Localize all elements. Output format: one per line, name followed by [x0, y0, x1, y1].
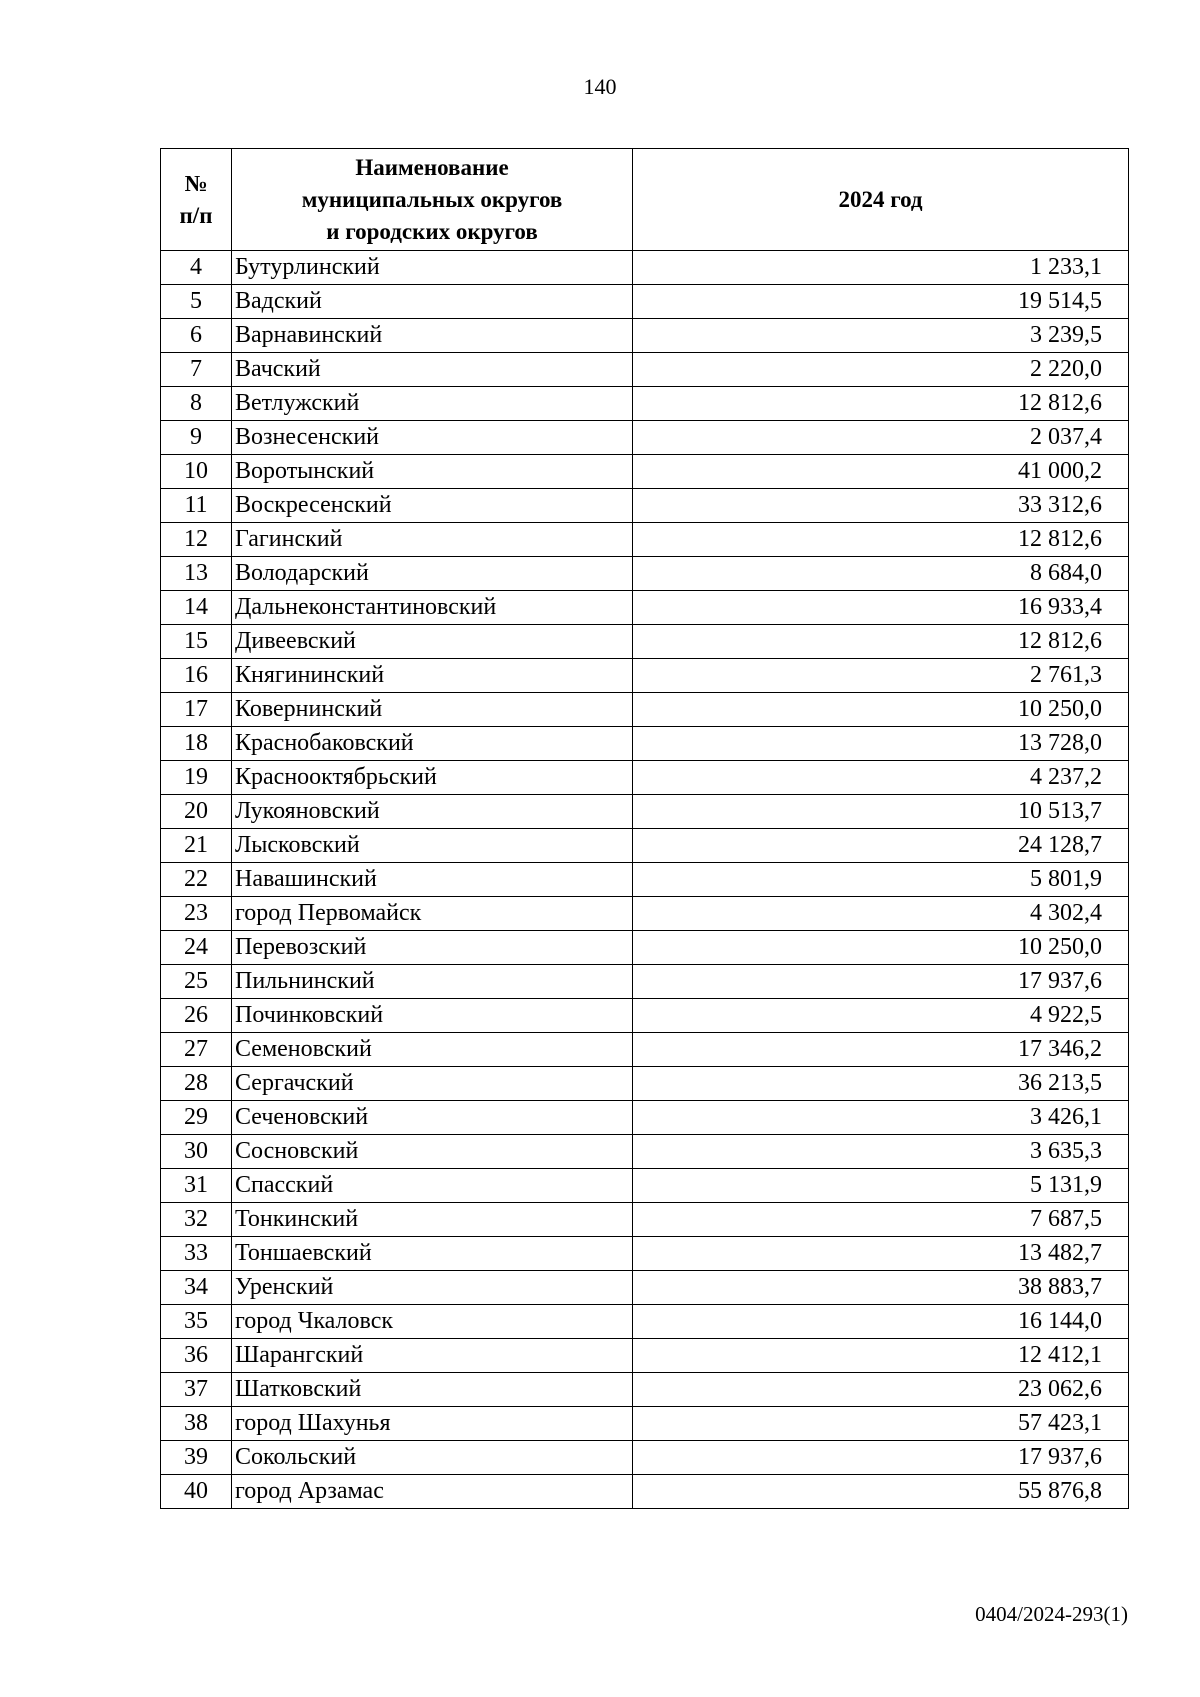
row-number-cell: 14	[161, 591, 232, 625]
header-year-2024	[633, 149, 1129, 251]
table-row	[161, 965, 1129, 999]
district-name-cell: Краснооктябрьский	[232, 761, 633, 795]
district-name-cell: Спасский	[232, 1169, 633, 1203]
table-row	[161, 319, 1129, 353]
table-row	[161, 829, 1129, 863]
value-2024-cell: 8 684,0	[633, 557, 1129, 591]
table-row	[161, 1305, 1129, 1339]
value-2024-cell: 12 812,6	[633, 625, 1129, 659]
district-name-cell: город Шахунья	[232, 1407, 633, 1441]
row-number-cell: 30	[161, 1135, 232, 1169]
row-number-cell: 33	[161, 1237, 232, 1271]
value-2024-cell: 55 876,8	[633, 1475, 1129, 1509]
row-number-cell: 12	[161, 523, 232, 557]
row-number-cell: 19	[161, 761, 232, 795]
district-name-cell: Гагинский	[232, 523, 633, 557]
district-name-cell: Варнавинский	[232, 319, 633, 353]
value-2024-cell: 4 237,2	[633, 761, 1129, 795]
value-2024-cell: 1 233,1	[633, 251, 1129, 285]
municipal-districts-table	[160, 148, 1129, 1509]
value-2024-cell: 16 144,0	[633, 1305, 1129, 1339]
table-row	[161, 897, 1129, 931]
value-2024-cell: 17 937,6	[633, 1441, 1129, 1475]
table-body	[161, 251, 1129, 1509]
table-row	[161, 1373, 1129, 1407]
table-row	[161, 557, 1129, 591]
row-number-cell: 22	[161, 863, 232, 897]
row-number-cell: 10	[161, 455, 232, 489]
district-name-cell: Навашинский	[232, 863, 633, 897]
value-2024-cell: 2 037,4	[633, 421, 1129, 455]
row-number-cell: 9	[161, 421, 232, 455]
district-name-cell: город Арзамас	[232, 1475, 633, 1509]
district-name-cell: Володарский	[232, 557, 633, 591]
table-row	[161, 693, 1129, 727]
header-year-2024-text: 2024 год	[838, 186, 923, 212]
value-2024-cell: 4 302,4	[633, 897, 1129, 931]
table-row	[161, 625, 1129, 659]
row-number-cell: 27	[161, 1033, 232, 1067]
district-name-cell: Княгининский	[232, 659, 633, 693]
district-name-cell: Воротынский	[232, 455, 633, 489]
value-2024-cell: 7 687,5	[633, 1203, 1129, 1237]
district-name-cell: Шарангский	[232, 1339, 633, 1373]
row-number-cell: 15	[161, 625, 232, 659]
table-row	[161, 387, 1129, 421]
district-name-cell: Сеченовский	[232, 1101, 633, 1135]
row-number-cell: 20	[161, 795, 232, 829]
table-row	[161, 1339, 1129, 1373]
row-number-cell: 21	[161, 829, 232, 863]
district-name-cell: Тоншаевский	[232, 1237, 633, 1271]
row-number-cell: 37	[161, 1373, 232, 1407]
district-name-cell: Краснобаковский	[232, 727, 633, 761]
district-name-cell: Дивеевский	[232, 625, 633, 659]
row-number-cell: 16	[161, 659, 232, 693]
row-number-cell: 8	[161, 387, 232, 421]
value-2024-cell: 13 482,7	[633, 1237, 1129, 1271]
district-name-cell: Бутурлинский	[232, 251, 633, 285]
district-name-cell: Починковский	[232, 999, 633, 1033]
row-number-cell: 26	[161, 999, 232, 1033]
district-name-cell: Дальнеконстантиновский	[232, 591, 633, 625]
value-2024-cell: 38 883,7	[633, 1271, 1129, 1305]
district-name-cell: Вачский	[232, 353, 633, 387]
page-number: 140	[583, 74, 617, 99]
row-number-cell: 24	[161, 931, 232, 965]
header-row-number-text: № п/п	[179, 170, 213, 228]
value-2024-cell: 12 812,6	[633, 387, 1129, 421]
table-row	[161, 1101, 1129, 1135]
table-row	[161, 931, 1129, 965]
value-2024-cell: 3 635,3	[633, 1135, 1129, 1169]
value-2024-cell: 10 250,0	[633, 931, 1129, 965]
district-name-cell: город Чкаловск	[232, 1305, 633, 1339]
table-row	[161, 523, 1129, 557]
district-name-cell: Вознесенский	[232, 421, 633, 455]
table-row	[161, 353, 1129, 387]
district-name-cell: Ветлужский	[232, 387, 633, 421]
header-row-number	[161, 149, 232, 251]
table-row	[161, 285, 1129, 319]
row-number-cell: 38	[161, 1407, 232, 1441]
value-2024-cell: 2 220,0	[633, 353, 1129, 387]
table-row	[161, 1475, 1129, 1509]
value-2024-cell: 10 250,0	[633, 693, 1129, 727]
document-code: 0404/2024-293(1)	[975, 1602, 1128, 1626]
district-name-cell: Сергачский	[232, 1067, 633, 1101]
table-row	[161, 1067, 1129, 1101]
table-row	[161, 727, 1129, 761]
district-name-cell: Лысковский	[232, 829, 633, 863]
table-row	[161, 659, 1129, 693]
value-2024-cell: 5 801,9	[633, 863, 1129, 897]
row-number-cell: 5	[161, 285, 232, 319]
value-2024-cell: 12 412,1	[633, 1339, 1129, 1373]
value-2024-cell: 3 426,1	[633, 1101, 1129, 1135]
value-2024-cell: 17 937,6	[633, 965, 1129, 999]
row-number-cell: 7	[161, 353, 232, 387]
row-number-cell: 36	[161, 1339, 232, 1373]
district-name-cell: Сосновский	[232, 1135, 633, 1169]
row-number-cell: 18	[161, 727, 232, 761]
value-2024-cell: 23 062,6	[633, 1373, 1129, 1407]
table-row	[161, 1169, 1129, 1203]
row-number-cell: 32	[161, 1203, 232, 1237]
table-row	[161, 489, 1129, 523]
row-number-cell: 11	[161, 489, 232, 523]
table-row	[161, 591, 1129, 625]
value-2024-cell: 36 213,5	[633, 1067, 1129, 1101]
table-row	[161, 1203, 1129, 1237]
table-header	[161, 149, 1129, 251]
row-number-cell: 35	[161, 1305, 232, 1339]
table-row	[161, 1033, 1129, 1067]
value-2024-cell: 2 761,3	[633, 659, 1129, 693]
table-row	[161, 999, 1129, 1033]
value-2024-cell: 12 812,6	[633, 523, 1129, 557]
row-number-cell: 29	[161, 1101, 232, 1135]
row-number-cell: 17	[161, 693, 232, 727]
district-name-cell: город Первомайск	[232, 897, 633, 931]
row-number-cell: 4	[161, 251, 232, 285]
row-number-cell: 34	[161, 1271, 232, 1305]
row-number-cell: 13	[161, 557, 232, 591]
table-row	[161, 761, 1129, 795]
table-row	[161, 1135, 1129, 1169]
row-number-cell: 31	[161, 1169, 232, 1203]
row-number-cell: 6	[161, 319, 232, 353]
district-name-cell: Сокольский	[232, 1441, 633, 1475]
table-row	[161, 455, 1129, 489]
value-2024-cell: 33 312,6	[633, 489, 1129, 523]
district-name-cell: Вадский	[232, 285, 633, 319]
header-district-name	[232, 149, 633, 251]
row-number-cell: 40	[161, 1475, 232, 1509]
value-2024-cell: 19 514,5	[633, 285, 1129, 319]
district-name-cell: Шатковский	[232, 1373, 633, 1407]
table-row	[161, 1237, 1129, 1271]
district-name-cell: Семеновский	[232, 1033, 633, 1067]
value-2024-cell: 5 131,9	[633, 1169, 1129, 1203]
header-district-name-text: Наименование муниципальных округов и городских округов	[301, 154, 563, 244]
table-row	[161, 1441, 1129, 1475]
district-name-cell: Воскресенский	[232, 489, 633, 523]
district-name-cell: Уренский	[232, 1271, 633, 1305]
table-row	[161, 1407, 1129, 1441]
value-2024-cell: 41 000,2	[633, 455, 1129, 489]
value-2024-cell: 3 239,5	[633, 319, 1129, 353]
row-number-cell: 23	[161, 897, 232, 931]
district-name-cell: Тонкинский	[232, 1203, 633, 1237]
table-row	[161, 1271, 1129, 1305]
row-number-cell: 25	[161, 965, 232, 999]
row-number-cell: 39	[161, 1441, 232, 1475]
table-row	[161, 863, 1129, 897]
value-2024-cell: 4 922,5	[633, 999, 1129, 1033]
table-row	[161, 251, 1129, 285]
value-2024-cell: 16 933,4	[633, 591, 1129, 625]
district-name-cell: Лукояновский	[232, 795, 633, 829]
row-number-cell: 28	[161, 1067, 232, 1101]
table-row	[161, 795, 1129, 829]
table-row	[161, 421, 1129, 455]
district-name-cell: Пильнинский	[232, 965, 633, 999]
value-2024-cell: 24 128,7	[633, 829, 1129, 863]
value-2024-cell: 17 346,2	[633, 1033, 1129, 1067]
table-header-row	[161, 149, 1129, 251]
district-name-cell: Перевозский	[232, 931, 633, 965]
district-name-cell: Ковернинский	[232, 693, 633, 727]
value-2024-cell: 57 423,1	[633, 1407, 1129, 1441]
value-2024-cell: 10 513,7	[633, 795, 1129, 829]
value-2024-cell: 13 728,0	[633, 727, 1129, 761]
